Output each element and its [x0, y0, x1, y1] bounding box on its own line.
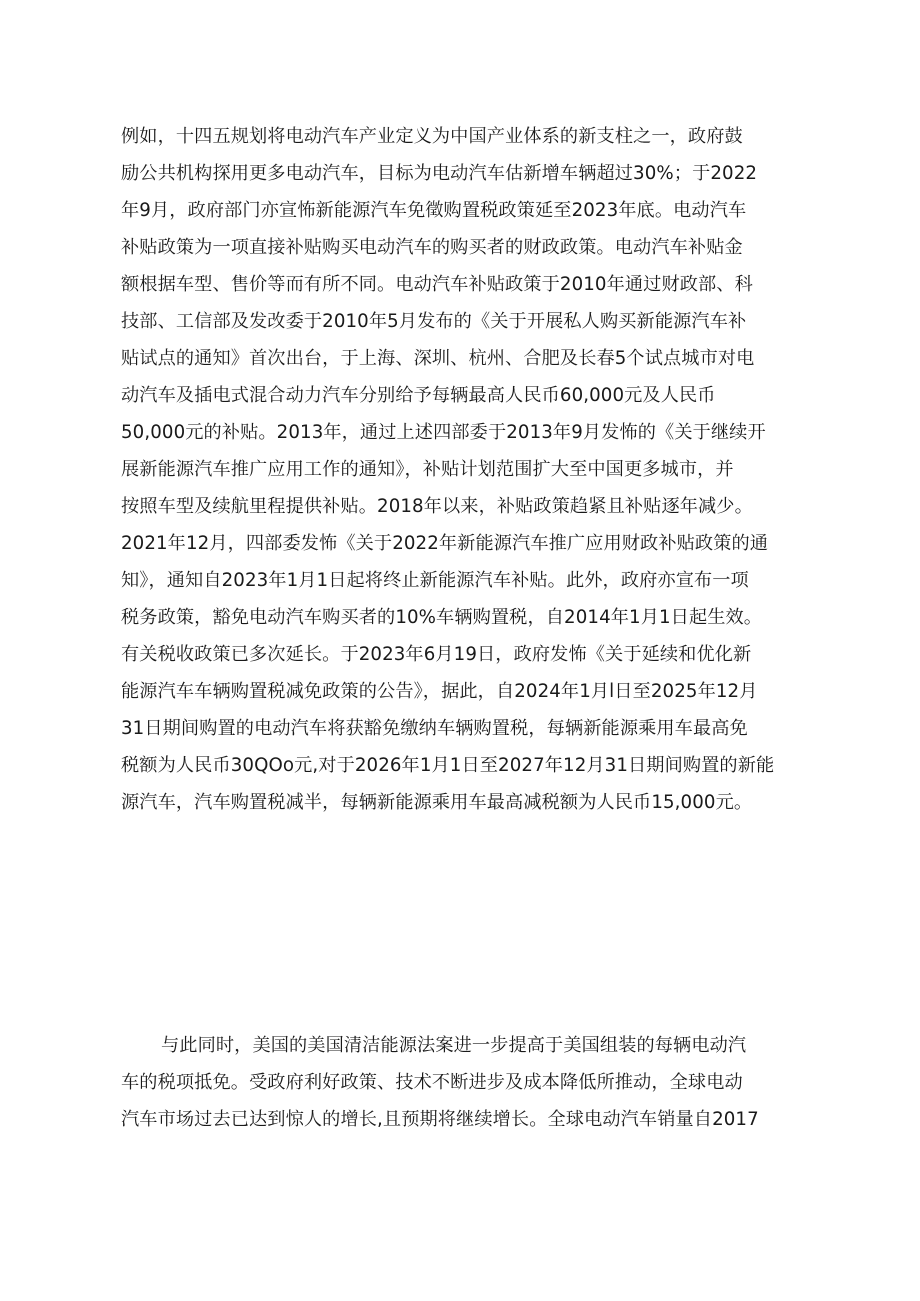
text-line: 税务政策，豁免电动汽车购买者的10%车辆购置税，自2014年1月1日起生效。 — [121, 607, 763, 628]
text-line: 能源汽车车辆购置税减免政策的公告》，据此，自2024年1月l日至2025年12月 — [121, 681, 758, 702]
text-line: 励公共机构探用更多电动汽车，目标为电动汽车估新增车辆超过30%；于2022 — [121, 163, 758, 184]
text-line: 税额为人民币30QOo元,对于2026年1月1日至2027年12月31日期间购置的新能 — [121, 755, 775, 776]
text-line: 31日期间购置的电动汽车将获豁免缴纳车辆购置税，每辆新能源乘用车最高免 — [121, 718, 748, 739]
text-line: 与此同时，美国的美国清洁能源法案进一步提高于美国组装的每辆电动汽 — [161, 1035, 747, 1056]
text-line: 车的税项抵免。受政府利好政策、技术不断进步及成本降低所推动，全球电动 — [121, 1072, 743, 1093]
text-line: 额根据车型、售价等而有所不同。电动汽车补贴政策于2010年通过财政部、科 — [121, 274, 753, 295]
paragraph-global-ev-market — [121, 1027, 821, 1138]
text-line: 年9月，政府部门亦宣怖新能源汽车免徵购置税政策延至2023年底。电动汽车 — [121, 200, 747, 221]
paragraph-ev-policy-china — [121, 118, 821, 821]
text-line: 源汽车，汽车购置税减半，每辆新能源乘用车最高减税额为人民币15,000元。 — [121, 792, 753, 813]
text-line: 按照车型及续航里程提供补贴。2018年以来，补贴政策趋紧且补贴逐年减少。 — [121, 496, 753, 517]
text-line: 展新能源汽车推广应用工作的通知》，补贴计划范围扩大至中国更多城市，并 — [121, 459, 734, 480]
text-line: 50,000元的补贴。2013年，通过上述四部委于2013年9月发怖的《关于继续开 — [121, 422, 766, 443]
text-line: 补贴政策为一项直接补贴购买电动汽车的购买者的财政政策。电动汽车补贴金 — [121, 237, 743, 258]
text-line: 2021年12月，四部委发怖《关于2022年新能源汽车推广应用财政补贴政策的通 — [121, 533, 769, 554]
text-line: 技部、工信部及发改委于2010年5月发布的《关于开展私人购买新能源汽车补 — [121, 311, 747, 332]
text-line: 例如，十四五规划将电动汽车产业定义为中国产业体系的新支柱之一，政府鼓 — [121, 126, 743, 147]
text-line: 知》，通知自2023年1月1日起将终止新能源汽车补贴。此外，政府亦宣布一项 — [121, 570, 749, 591]
text-line: 汽车市场过去已达到惊人的增长,且预期将继续增长。全球电动汽车销量自2017 — [121, 1109, 759, 1130]
text-line: 动汽车及插电式混合动力汽车分别给予每辆最高人民币60,000元及人民币 — [121, 385, 716, 406]
text-line: 贴试点的通知》首次出台，于上海、深圳、杭州、合肥及长春5个试点城市对电 — [121, 348, 755, 369]
text-line: 有关税收政策已多次延长。于2023年6月19日，政府发怖《关于延续和优化新 — [121, 644, 752, 665]
